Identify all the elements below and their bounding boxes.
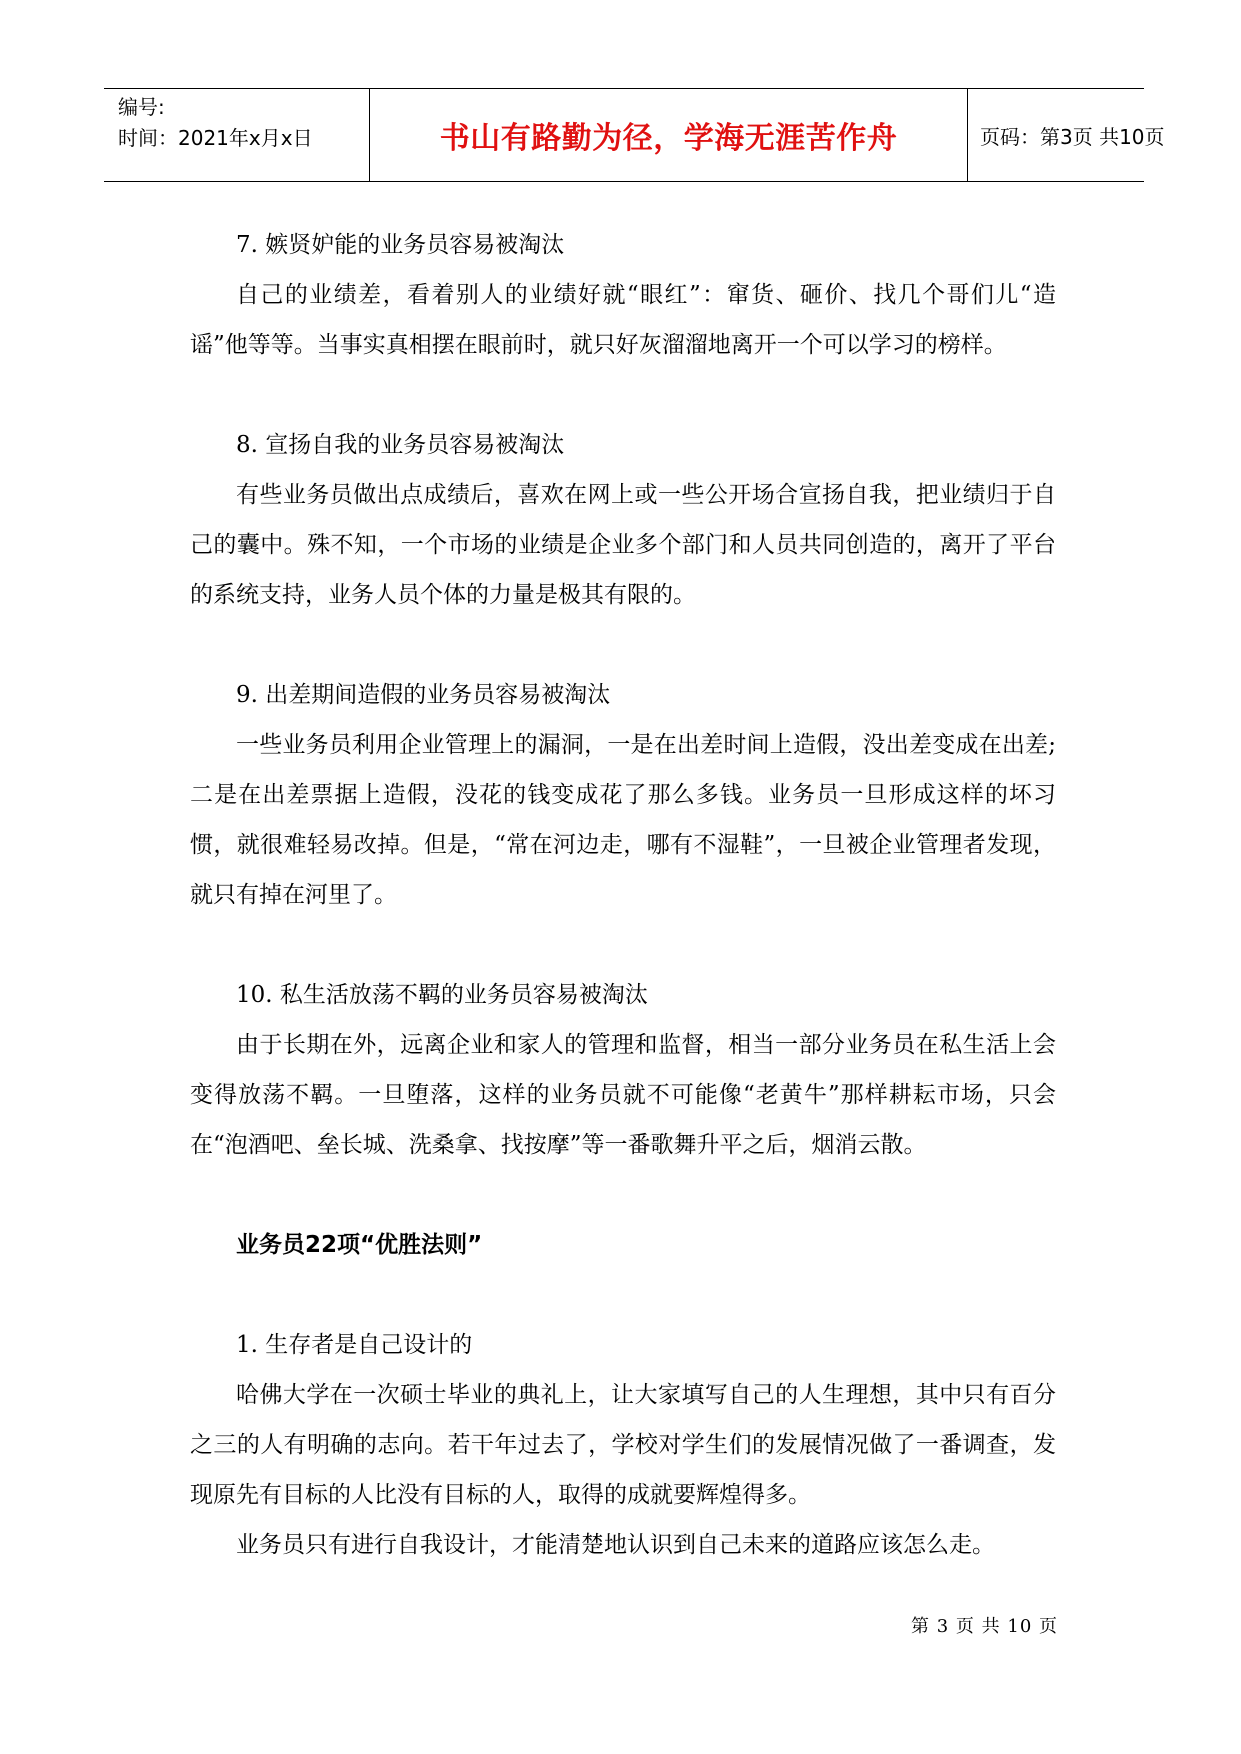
header-motto-cell	[370, 89, 968, 181]
spacer	[190, 370, 1056, 420]
spacer	[190, 1170, 1056, 1220]
time-label: 时间：2021年x月x日	[118, 126, 313, 150]
page-number-label: 页码：第3页 共10页	[980, 124, 1165, 149]
section-heading-9: 9. 出差期间造假的业务员容易被淘汰	[236, 682, 611, 708]
section-title: 业务员22项“优胜法则”	[236, 1232, 483, 1258]
spacer	[190, 1270, 1056, 1320]
paragraph: 一些业务员利用企业管理上的漏洞，一是在出差时间上造假，没出差变成在出差; 二是在出差票据上造假，没花的钱变成花了那么多钱。业务员一旦形成这样的坏习惯，就很难轻易改掉。但是，“常在河边走，哪有不湿鞋”，一旦被企业管理者发现，就只有掉在河里了。	[190, 732, 1056, 908]
header-info-cell	[104, 89, 370, 181]
page-footer: 第 3 页 共 10 页	[911, 1616, 1058, 1637]
paragraph: 自己的业绩差，看着别人的业绩好就“眼红”：窜货、砸价、找几个哥们儿“造谣”他等等。当事实真相摆在眼前时，就只好灰溜溜地离开一个可以学习的榜样。	[190, 282, 1056, 358]
paragraph: 业务员只有进行自我设计，才能清楚地认识到自己未来的道路应该怎么走。	[236, 1532, 995, 1558]
document-body	[190, 220, 1056, 1570]
section-heading-10: 10. 私生活放荡不羁的业务员容易被淘汰	[236, 982, 648, 1008]
section-heading-8: 8. 宣扬自我的业务员容易被淘汰	[236, 432, 565, 458]
header-page-cell	[968, 89, 1165, 181]
spacer	[190, 920, 1056, 970]
paragraph: 哈佛大学在一次硕士毕业的典礼上，让大家填写自己的人生理想，其中只有百分之三的人有明确的志向。若干年过去了，学校对学生们的发展情况做了一番调查，发现原先有目标的人比没有目标的人，取得的成就要辉煌得多。	[190, 1382, 1056, 1508]
paragraph: 由于长期在外，远离企业和家人的管理和监督，相当一部分业务员在私生活上会变得放荡不羁。一旦堕落，这样的业务员就不可能像“老黄牛”那样耕耘市场，只会在“泡酒吧、垒长城、洗桑拿、找按摩”等一番歌舞升平之后，烟消云散。	[190, 1032, 1056, 1158]
section-heading-1: 1. 生存者是自己设计的	[236, 1332, 473, 1358]
page-header	[104, 88, 1165, 182]
section-heading-7: 7. 嫉贤妒能的业务员容易被淘汰	[236, 232, 565, 258]
serial-label: 编号:	[118, 95, 165, 119]
paragraph: 有些业务员做出点成绩后，喜欢在网上或一些公开场合宣扬自我，把业绩归于自己的囊中。殊不知，一个市场的业绩是企业多个部门和人员共同创造的，离开了平台的系统支持，业务人员个体的力量是极其有限的。	[190, 482, 1056, 608]
spacer	[190, 620, 1056, 670]
motto-text: 书山有路勤为径，学海无涯苦作舟	[439, 121, 898, 156]
